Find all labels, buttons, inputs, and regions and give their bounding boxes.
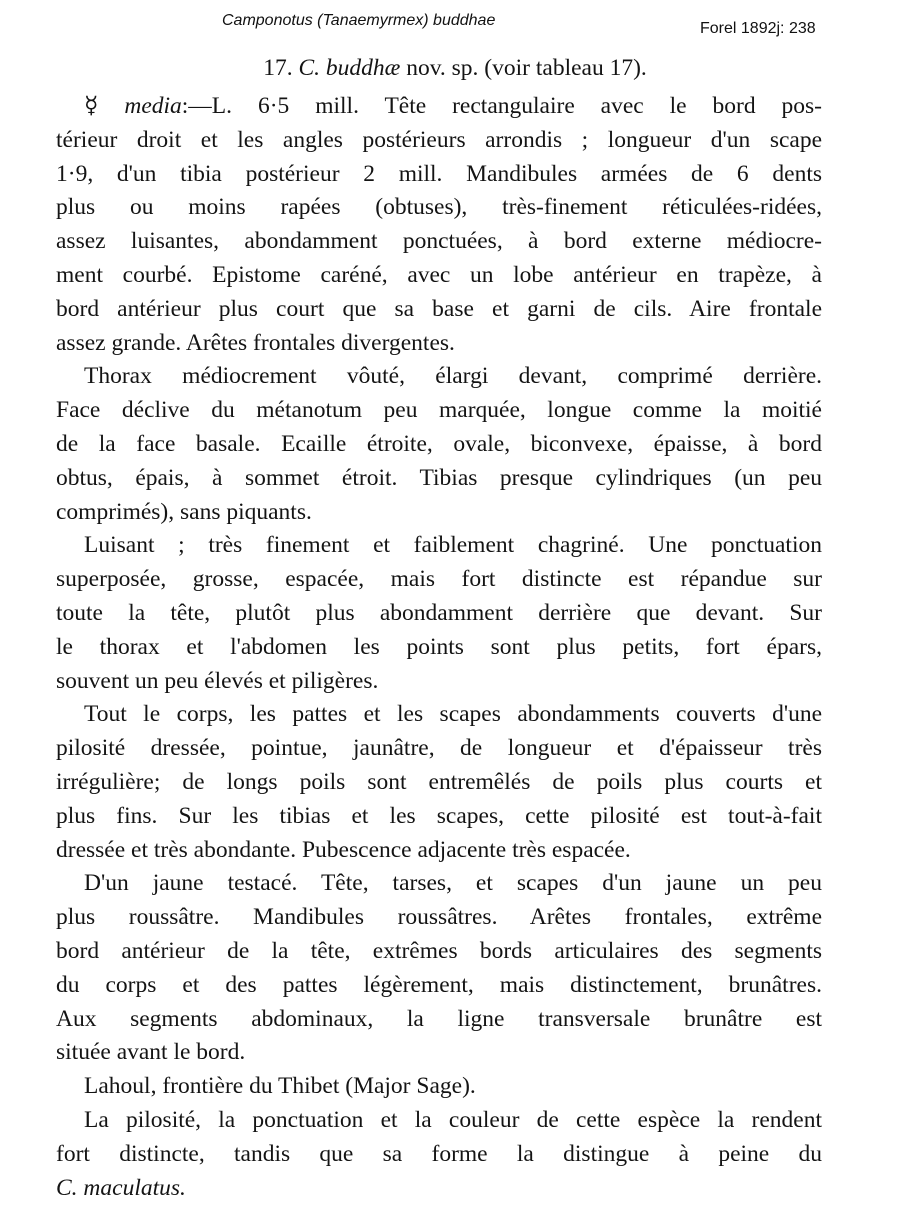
header-citation: Forel 1892j: 238 xyxy=(700,20,816,37)
text-line: fort distincte, tandis que sa forme la distingue à peine du xyxy=(56,1140,822,1167)
paragraph xyxy=(56,698,822,867)
text-line: du corps et des pattes légèrement, mais distinctement, brunâtres. xyxy=(56,971,822,998)
description-body xyxy=(56,90,822,1205)
paragraph xyxy=(56,867,822,1070)
species-genus: C. xyxy=(298,55,320,81)
species-number: 17. xyxy=(263,55,293,81)
text-line: Face déclive du métanotum peu marquée, longue comme la moitié xyxy=(56,397,822,424)
text-line: ment courbé. Epistome caréné, avec un lobe antérieur en trapèze, à xyxy=(56,261,822,288)
paragraph xyxy=(56,360,822,529)
species-epithet: buddhæ xyxy=(325,55,401,81)
text-line: plus ou moins rapées (obtuses), très-finement réticulées-ridées, xyxy=(56,194,822,221)
text-line: plus roussâtre. Mandibules roussâtres. Arêtes frontales, extrême xyxy=(56,904,822,931)
text-line: souvent un peu élevés et piligères. xyxy=(56,667,379,694)
header-taxon-name: Camponotus (Tanaemyrmex) buddhae xyxy=(222,12,496,29)
text-line: Luisant ; très finement et faiblement chagriné. Une ponctuation xyxy=(84,532,822,559)
text-line: bord antérieur plus court que sa base et garni de cils. Aire frontale xyxy=(56,295,822,322)
paragraph xyxy=(56,1070,822,1104)
text-line: La pilosité, la ponctuation et la couleur de cette espèce la rendent xyxy=(84,1106,822,1133)
text-line: térieur droit et les angles postérieurs arrondis ; longueur d'un scape xyxy=(56,126,822,153)
text-line: plus fins. Sur les tibias et les scapes, cette pilosité est tout-à-fait xyxy=(56,802,822,829)
text-line: comprimés), sans piquants. xyxy=(56,498,312,525)
text-line: assez grande. Arêtes frontales divergentes. xyxy=(56,329,455,356)
text-line: irrégulière; de longs poils sont entremêlés de poils plus courts et xyxy=(56,768,822,795)
text-line: Lahoul, frontière du Thibet (Major Sage). xyxy=(84,1073,476,1100)
text-line: C. maculatus. xyxy=(56,1174,186,1201)
text-line: Thorax médiocrement vôuté, élargi devant, comprimé derrière. xyxy=(84,363,822,390)
text-line: pilosité dressée, pointue, jaunâtre, de longueur et d'épaisseur très xyxy=(56,735,822,762)
text-line: obtus, épais, à sommet étroit. Tibias presque cylindriques (un peu xyxy=(56,464,822,491)
text-line: assez luisantes, abondamment ponctuées, à bord externe médiocre- xyxy=(56,228,822,255)
paragraph xyxy=(56,1104,822,1205)
text-line: Tout le corps, les pattes et les scapes abondamments couverts d'une xyxy=(84,701,822,728)
text-line: de la face basale. Ecaille étroite, ovale, biconvexe, épaisse, à bord xyxy=(56,430,822,457)
text-line: 1·9, d'un tibia postérieur 2 mill. Mandibules armées de 6 dents xyxy=(56,160,822,187)
text-line: bord antérieur de la tête, extrêmes bords articulaires des segments xyxy=(56,937,822,964)
text-line: D'un jaune testacé. Tête, tarses, et scapes d'un jaune un peu xyxy=(84,870,822,897)
paragraph xyxy=(56,90,822,360)
species-title-rest: nov. sp. (voir tableau 17). xyxy=(406,55,647,81)
species-title xyxy=(0,52,900,84)
text-line: toute la tête, plutôt plus abondamment derrière que devant. Sur xyxy=(56,599,822,626)
text-line: dressée et très abondante. Pubescence adjacente très espacée. xyxy=(56,836,631,863)
text-line: située avant le bord. xyxy=(56,1039,246,1066)
text-line: le thorax et l'abdomen les points sont plus petits, fort épars, xyxy=(56,633,822,660)
text-line: superposée, grosse, espacée, mais fort distincte est répandue sur xyxy=(56,566,822,593)
text-line: Aux segments abdominaux, la ligne transversale brunâtre est xyxy=(56,1005,822,1032)
paragraph xyxy=(56,529,822,698)
text-line: ☿ media:—L. 6·5 mill. Tête rectangulaire avec le bord pos- xyxy=(84,93,822,119)
